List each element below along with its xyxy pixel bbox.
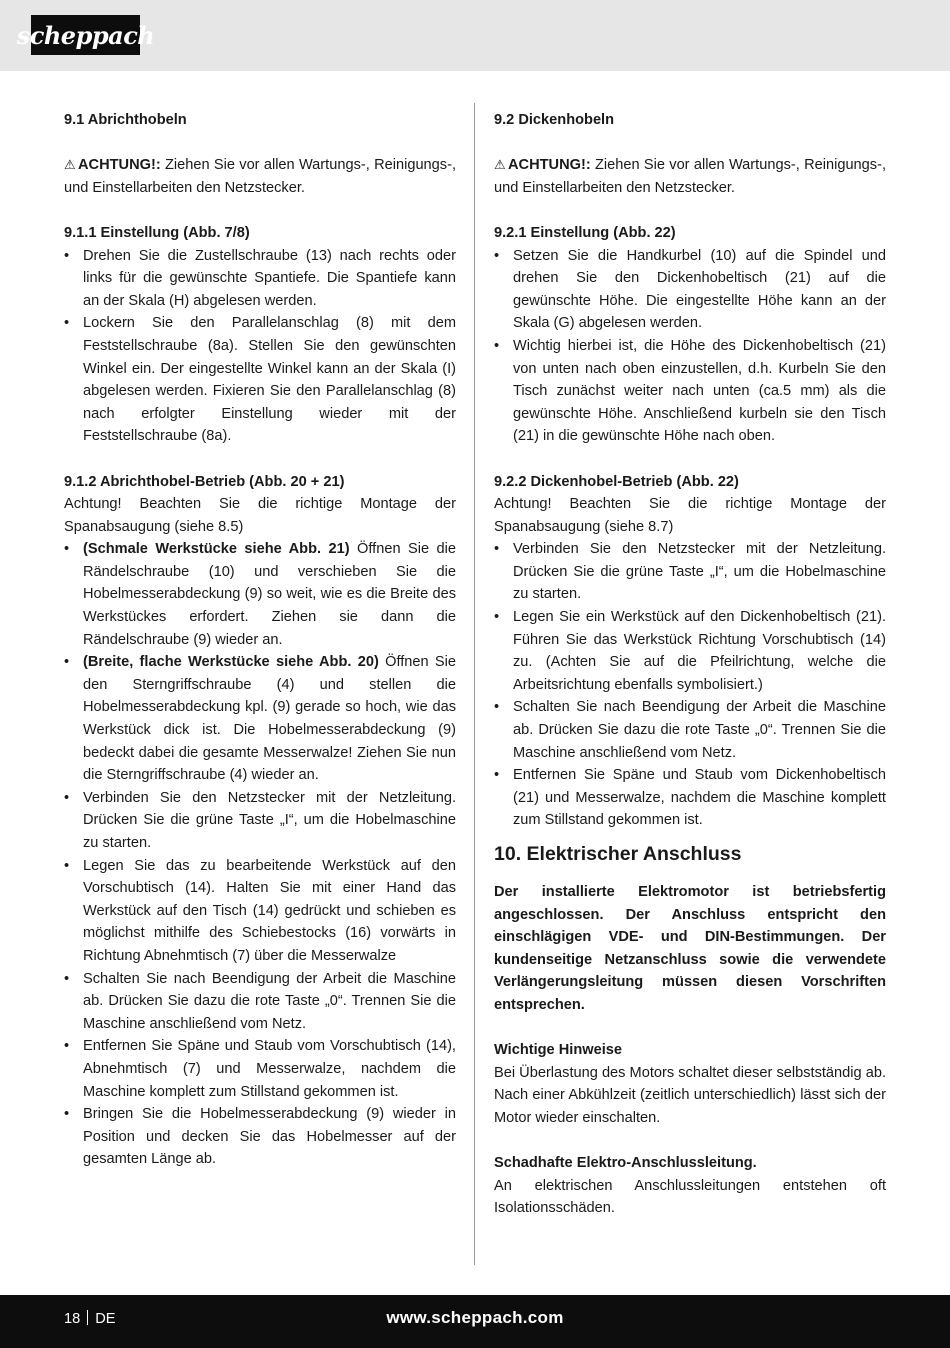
- section-9-2-1-list: [494, 245, 886, 448]
- list-item: • Setzen Sie die Handkurbel (10) auf die Spindel und drehen Sie den Dickenhobeltisch (21) auf die gewünschte Höhe. Die eingestellte Höhe kann an der Skala (G) abgelesen werden.: [494, 245, 886, 335]
- warning-paragraph: ⚠ ACHTUNG!: Ziehen Sie vor allen Wartungs-, Reinigungs-, und Einstellarbeiten den Netzstecker.: [64, 154, 456, 199]
- list-item: • Wichtig hierbei ist, die Höhe des Dickenhobeltisch (21) von unten nach oben einzustellen, d.h. Kurbeln Sie den Tisch zunächst weiter nach unten (ca.5 mm) als die gewünschte Höhe. Anschließend kurbeln sie den Tisch (21) in die gewünschte Höhe nach oben.: [494, 335, 886, 448]
- list-item: • Entfernen Sie Späne und Staub vom Vorschubtisch (14), Abnehmtisch (7) und Messerwalze, nachdem die Maschine komplett zum Stillstand gekommen ist.: [64, 1035, 456, 1103]
- list-item: • Schalten Sie nach Beendigung der Arbeit die Maschine ab. Drücken Sie dazu die rote Taste „0“. Trennen Sie die Maschine anschließend vom Netz.: [494, 696, 886, 764]
- website-url[interactable]: www.scheppach.com: [386, 1308, 564, 1327]
- section-10-title: 10. Elektrischer Anschluss: [494, 843, 742, 865]
- footer-bar: [0, 1295, 950, 1348]
- list-item: • Bringen Sie die Hobelmesserabdeckung (9) wieder in Position und decken Sie das Hobelmesser auf der gesamten Länge ab.: [64, 1103, 456, 1171]
- header-bar: [0, 0, 950, 71]
- list-item: • Entfernen Sie Späne und Staub vom Dickenhobeltisch (21) und Messerwalze, nachdem die Maschine komplett zum Stillstand gekommen ist.: [494, 764, 886, 832]
- scheppach-logo: [16, 15, 155, 55]
- page-number: 18 DE: [64, 1311, 116, 1327]
- section-9-2-2-list: [494, 538, 886, 832]
- section-9-2-2-title: 9.2.2 Dickenhobel-Betrieb (Abb. 22): [494, 473, 739, 490]
- section-9-1-title: 9.1 Abrichthobeln: [64, 112, 187, 128]
- right-column: [494, 109, 886, 1220]
- left-column: [64, 109, 456, 1171]
- section-9-1-2-list: [64, 538, 456, 1171]
- list-item: • Schalten Sie nach Beendigung der Arbeit die Maschine ab. Drücken Sie dazu die rote Taste „0“. Trennen Sie die Maschine anschließend vom Netz.: [64, 968, 456, 1036]
- section-9-2-2-intro: Achtung! Beachten Sie die richtige Montage der Spanabsaugung (siehe 8.7): [494, 496, 886, 535]
- section-9-2-1-title: 9.2.1 Einstellung (Abb. 22): [494, 224, 676, 241]
- warning-paragraph: ⚠ ACHTUNG!: Ziehen Sie vor allen Wartungs-, Reinigungs-, und Einstellarbeiten den Netzstecker.: [494, 154, 886, 199]
- list-item: • Verbinden Sie den Netzstecker mit der Netzleitung. Drücken Sie die grüne Taste „I“, um die Hobelmaschine zu starten.: [494, 538, 886, 606]
- section-10-bold-paragraph: Der installierte Elektromotor ist betriebsfertig angeschlossen. Der Anschluss entspricht den einschlägigen VDE- und DIN-Bestimmungen. Der kundenseitige Netzanschluss sowie die verwendete Verlängerungsleitung müssen diesen Vorschriften entsprechen.: [494, 884, 886, 1013]
- list-item: • (Schmale Werkstücke siehe Abb. 21) Öffnen Sie die Rändelschraube (10) und verschieben Sie die Hobelmesserabdeckung (9) so weit, wie es die Breite des Werkstückes erfordert. Ziehen sie dann die Rändelschraube (9) wieder an.: [64, 538, 456, 651]
- list-item: • Drehen Sie die Zustellschraube (13) nach rechts oder links für die gewünschte Spantiefe. Die Spantiefe kann an der Skala (H) abgelesen werden.: [64, 245, 456, 313]
- column-divider: [474, 103, 475, 1265]
- hinweise-text: Bei Überlastung des Motors schaltet dieser selbstständig ab. Nach einer Abkühlzeit (zeitlich unterschiedlich) lässt sich der Motor wieder einschalten.: [494, 1064, 886, 1126]
- schadhafte-text: An elektrischen Anschlussleitungen entstehen oft Isolationsschäden.: [494, 1177, 886, 1217]
- section-9-1-2-title: 9.1.2 Abrichthobel-Betrieb (Abb. 20 + 21): [64, 473, 345, 490]
- list-item: • Legen Sie ein Werkstück auf den Dickenhobeltisch (21). Führen Sie das Werkstück Richtung Vorschubtisch (14) zu. (Achten Sie auf die Pfeilrichtung, welche die Arbeitsrichtung ebenfalls symbolisiert.): [494, 606, 886, 696]
- section-9-1-1-title: 9.1.1 Einstellung (Abb. 7/8): [64, 224, 250, 241]
- schadhafte-title: Schadhafte Elektro-Anschlussleitung.: [494, 1155, 757, 1172]
- section-9-2-title: 9.2 Dickenhobeln: [494, 112, 615, 128]
- list-item: • Verbinden Sie den Netzstecker mit der Netzleitung. Drücken Sie die grüne Taste „I“, um die Hobelmaschine zu starten.: [64, 787, 456, 855]
- section-9-1-2-intro: Achtung! Beachten Sie die richtige Montage der Spanabsaugung (siehe 8.5): [64, 496, 456, 535]
- list-item: • (Breite, flache Werkstücke siehe Abb. 20) Öffnen Sie den Sterngriffschraube (4) und stellen die Hobelmesserabdeckung kpl. (9) gerade so hoch, wie das Werkstück dick ist. Die Hobelmesserabdeckung (9) bedeckt dabei die gesamte Messerwalze! Ziehen Sie nun die Sterngriffschraube (4) wieder an.: [64, 651, 456, 787]
- warning-triangle-icon: ⚠: [64, 157, 76, 173]
- section-9-1-1-list: [64, 245, 456, 448]
- hinweise-title: Wichtige Hinweise: [494, 1042, 622, 1059]
- warning-triangle-icon: ⚠: [494, 157, 506, 173]
- list-item: • Lockern Sie den Parallelanschlag (8) mit dem Feststellschraube (8a). Stellen Sie den gewünschten Winkel ein. Der eingestellte Winkel kann an der Skala (I) abgelesen werden. Fixieren Sie den Parallelanschlag (8) nach erfolgter Einstellung wieder mit der Feststellschraube (8a).: [64, 312, 456, 448]
- logo-text: scheppach: [16, 20, 155, 50]
- list-item: • Legen Sie das zu bearbeitende Werkstück auf den Vorschubtisch (14). Halten Sie mit einer Hand das Werkstück auf den Tisch (14) gedrückt und schieben es möglichst mithilfe des Schiebestocks (16) vorwärts in Richtung Abnehmtisch (7) über die Messerwalze: [64, 855, 456, 968]
